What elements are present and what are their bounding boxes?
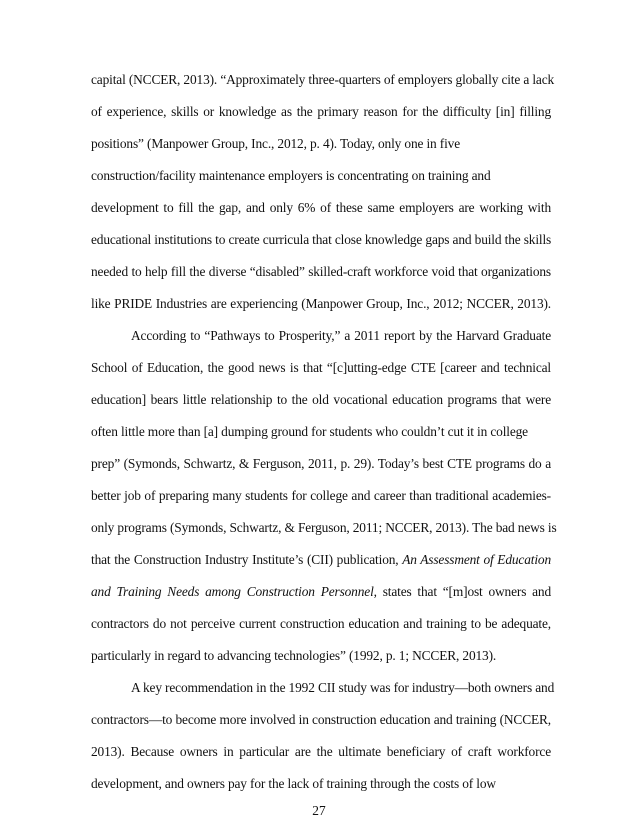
text-line-8: like PRIDE Industries are experiencing (Manpower Group, Inc., 2012; NCCER, 2013). [91, 296, 551, 311]
report-title-part-1: An Assessment of Education [402, 552, 551, 567]
text-line-17-plain: , states that “[m]ost owners and [373, 584, 552, 599]
text-line-23: development, and owners pay for the lack of training through the costs of low [91, 776, 496, 791]
text-line-11: education] bears little relationship to the old vocational education programs that were [91, 392, 551, 407]
text-line-16-plain: that the Construction Industry Institute’s (CII) publication, [91, 552, 399, 567]
page-number: 27 [312, 803, 326, 818]
text-line-21: contractors—to become more involved in construction education and training (NCCER, [91, 712, 551, 727]
text-line-2: of experience, skills or knowledge as the primary reason for the difficulty [in] filling [91, 104, 551, 119]
text-line-22: 2013). Because owners in particular are the ultimate beneficiary of craft workforce [91, 744, 551, 759]
text-line-6: educational institutions to create curricula that close knowledge gaps and build the skills [91, 232, 552, 247]
text-line-7: needed to help fill the diverse “disabled” skilled-craft workforce void that organizations [91, 264, 551, 279]
text-line-10: School of Education, the good news is that “[c]utting-edge CTE [career and technical [91, 360, 551, 375]
paragraph-3-first-line: A key recommendation in the 1992 CII study was for industry—both owners and [131, 680, 555, 695]
text-line-1: capital (NCCER, 2013). “Approximately three-quarters of employers globally cite a lack [91, 72, 555, 87]
text-line-16 [91, 552, 551, 568]
paragraph-2-first-line: According to “Pathways to Prosperity,” a 2011 report by the Harvard Graduate [131, 328, 551, 343]
text-line-4: construction/facility maintenance employers is concentrating on training and [91, 168, 491, 183]
text-line-5: development to fill the gap, and only 6% of these same employers are working with [91, 200, 551, 215]
text-line-12: often little more than [a] dumping ground for students who couldn’t cut it in college [91, 424, 528, 439]
text-line-14: better job of preparing many students for college and career than traditional academies- [91, 488, 551, 503]
text-line-18: contractors do not perceive current construction education and training to be adequate, [91, 616, 551, 631]
report-title-part-2: and Training Needs among Construction Personnel [91, 584, 374, 599]
text-line-3: positions” (Manpower Group, Inc., 2012, p. 4). Today, only one in five [91, 136, 461, 151]
text-line-15: only programs (Symonds, Schwartz, & Ferguson, 2011; NCCER, 2013). The bad news is [91, 520, 557, 535]
text-line-19: particularly in regard to advancing technologies” (1992, p. 1; NCCER, 2013). [91, 648, 497, 663]
text-line-17 [91, 584, 551, 600]
text-line-13: prep” (Symonds, Schwartz, & Ferguson, 2011, p. 29). Today’s best CTE programs do a [91, 456, 551, 471]
